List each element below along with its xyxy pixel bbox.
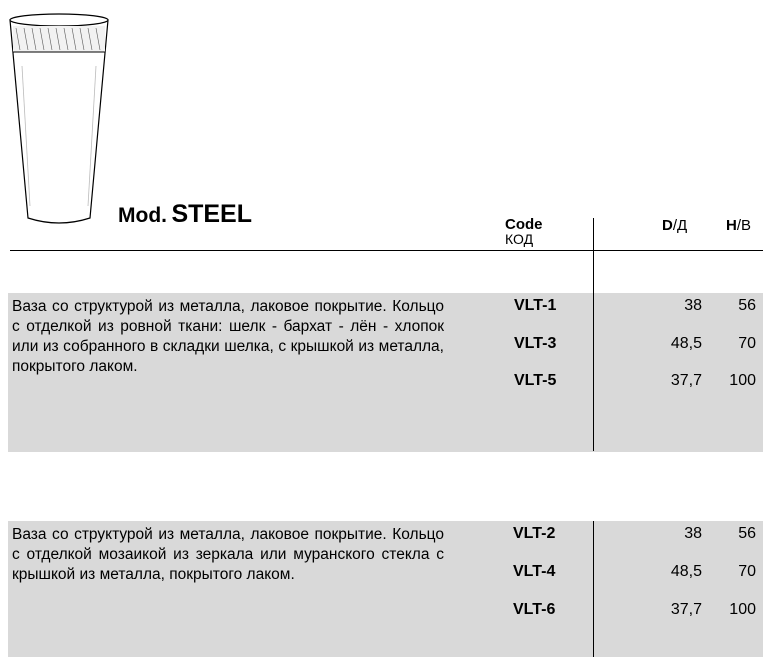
group-2-d-3: 37,7	[670, 601, 702, 618]
group-2-h-2: 70	[738, 563, 756, 580]
group-2-d-1: 38	[684, 525, 702, 542]
model-title	[118, 200, 252, 229]
group-2-description: Ваза со структурой из металла, лаковое покрытие. Кольцо с отделкой мозаикой из зеркала или муранского стекла с крышкой из металла, покрытого лаком.	[12, 526, 444, 583]
group-1-h-2: 70	[738, 335, 756, 352]
height-header-rest: /B	[736, 217, 752, 234]
group-1-h-3: 100	[729, 372, 756, 389]
group-2-code-1: VLT-2	[513, 525, 556, 542]
diameter-header-rest: /Д	[672, 217, 688, 234]
diameter-header	[662, 217, 687, 234]
group-1-d-2: 48,5	[670, 335, 702, 352]
vase-illustration	[6, 6, 112, 226]
group-2-h-3: 100	[729, 601, 756, 618]
code-header-en: Code	[505, 216, 543, 233]
group-1-h-1: 56	[738, 297, 756, 314]
column-divider-1	[593, 218, 594, 451]
model-title-prefix: Mod.	[118, 204, 167, 227]
height-header	[726, 217, 751, 234]
group-2-code-2: VLT-4	[513, 563, 556, 580]
group-1-code-1: VLT-1	[514, 297, 557, 314]
group-1-code-3: VLT-5	[514, 372, 557, 389]
group-1-d-1: 38	[684, 297, 702, 314]
column-divider-2	[593, 521, 594, 657]
height-header-bold: H	[726, 217, 737, 234]
code-header	[505, 217, 543, 247]
code-header-ru: КОД	[505, 231, 534, 247]
header-rule	[10, 250, 763, 251]
group-1-code-2: VLT-3	[514, 335, 557, 352]
group-1-d-3: 37,7	[670, 372, 702, 389]
group-2-d-2: 48,5	[670, 563, 702, 580]
diameter-header-bold: D	[662, 217, 673, 234]
group-2-code-3: VLT-6	[513, 601, 556, 618]
group-1-description: Ваза со структурой из металла, лаковое покрытие. Кольцо с отделкой из ровной ткани: шелк - бархат - лён - хлопок или из собранного в складки шелка, с крышкой из металла, покрытого лаком.	[12, 298, 444, 375]
model-title-name: STEEL	[171, 200, 253, 228]
group-2-h-1: 56	[738, 525, 756, 542]
